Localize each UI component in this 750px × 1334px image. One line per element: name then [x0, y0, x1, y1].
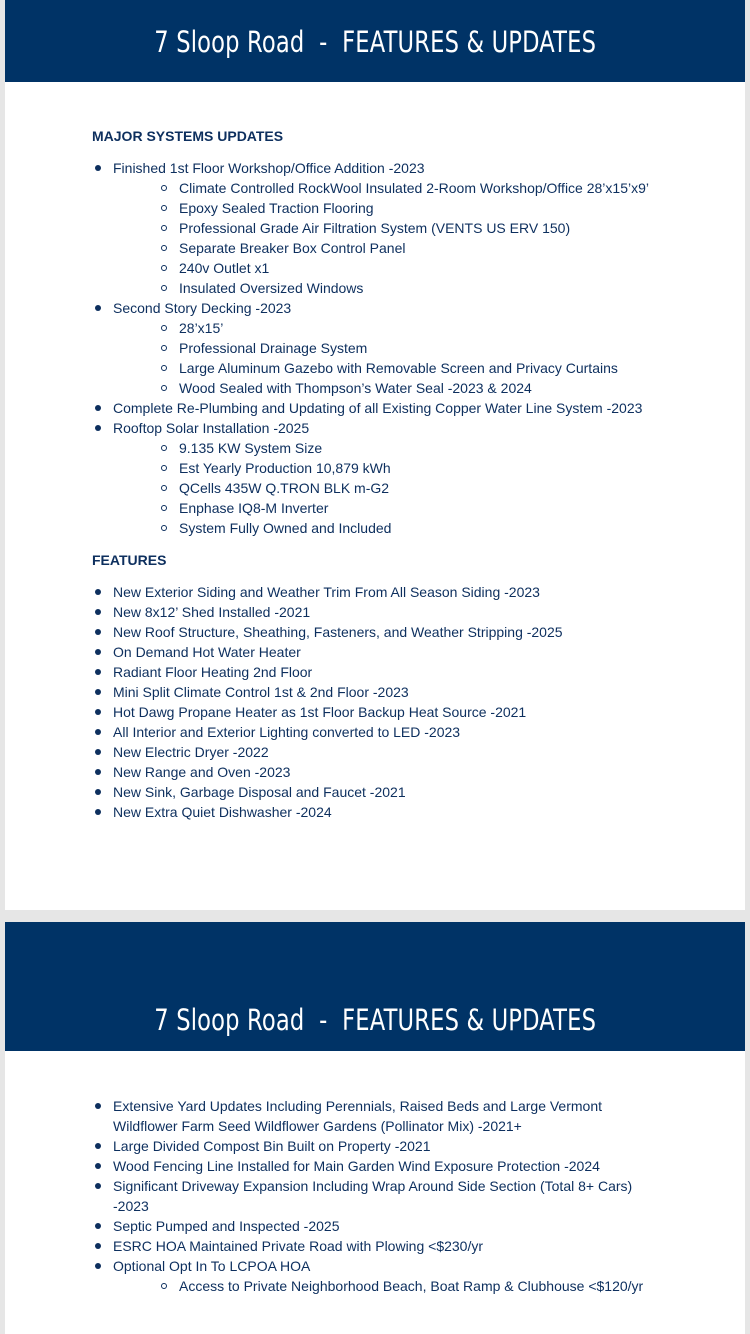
sub-list-item: Large Aluminum Gazebo with Removable Screen and Privacy Curtains — [92, 358, 735, 378]
list-item: Wood Fencing Line Installed for Main Garden Wind Exposure Protection -2024 — [92, 1156, 735, 1176]
list-item: Significant Driveway Expansion Including Wrap Around Side Section (Total 8+ Cars) -2023 — [92, 1176, 735, 1216]
list-item: New Extra Quiet Dishwasher -2024 — [92, 802, 735, 822]
major-systems-list — [92, 158, 735, 538]
sub-list-item: System Fully Owned and Included — [92, 518, 735, 538]
page-header — [5, 0, 745, 82]
sub-list-item: Wood Sealed with Thompson’s Water Seal -2023 & 2024 — [92, 378, 735, 398]
list-item: New Roof Structure, Sheathing, Fasteners, and Weather Stripping -2025 — [92, 622, 735, 642]
list-item: All Interior and Exterior Lighting converted to LED -2023 — [92, 722, 735, 742]
page-content — [92, 1096, 735, 1296]
sub-list-item: Enphase IQ8-M Inverter — [92, 498, 735, 518]
sub-list-item: Access to Private Neighborhood Beach, Boat Ramp & Clubhouse <$120/yr — [92, 1276, 735, 1296]
list-item: Extensive Yard Updates Including Perennials, Raised Beds and Large Vermont Wildflower Farm Seed Wildflower Gardens (Pollinator Mix) -2021+ — [92, 1096, 735, 1136]
list-item: On Demand Hot Water Heater — [92, 642, 735, 662]
list-item: Septic Pumped and Inspected -2025 — [92, 1216, 735, 1236]
page-header — [5, 922, 745, 1051]
sub-list-item: Climate Controlled RockWool Insulated 2-Room Workshop/Office 28’x15’x9’ — [92, 178, 735, 198]
document-page-1 — [5, 0, 745, 910]
sub-list-item: 28’x15’ — [92, 318, 735, 338]
section-title-features: FEATURES — [92, 552, 167, 568]
features-list — [92, 582, 735, 822]
page-content — [92, 126, 735, 822]
list-item-solar: Rooftop Solar Installation -2025 — [92, 418, 735, 438]
list-item-workshop: Finished 1st Floor Workshop/Office Addition -2023 — [92, 158, 735, 178]
page-title: 7 Sloop Road - FEATURES & UPDATES — [154, 25, 596, 59]
list-item: Large Divided Compost Bin Built on Property -2021 — [92, 1136, 735, 1156]
sub-list-item: Est Yearly Production 10,879 kWh — [92, 458, 735, 478]
sub-list-item: QCells 435W Q.TRON BLK m-G2 — [92, 478, 735, 498]
sub-list-item: 240v Outlet x1 — [92, 258, 735, 278]
list-item: New Electric Dryer -2022 — [92, 742, 735, 762]
sub-list-item: 9.135 KW System Size — [92, 438, 735, 458]
list-item: New 8x12’ Shed Installed -2021 — [92, 602, 735, 622]
list-item: New Exterior Siding and Weather Trim From All Season Siding -2023 — [92, 582, 735, 602]
list-item-hoa: Optional Opt In To LCPOA HOA — [92, 1256, 735, 1276]
list-item-decking: Second Story Decking -2023 — [92, 298, 735, 318]
sub-list-item: Separate Breaker Box Control Panel — [92, 238, 735, 258]
list-item: ESRC HOA Maintained Private Road with Plowing <$230/yr — [92, 1236, 735, 1256]
list-item: New Sink, Garbage Disposal and Faucet -2021 — [92, 782, 735, 802]
list-item: Mini Split Climate Control 1st & 2nd Floor -2023 — [92, 682, 735, 702]
section-title-major-systems: MAJOR SYSTEMS UPDATES — [92, 128, 284, 144]
list-item-plumbing: Complete Re-Plumbing and Updating of all Existing Copper Water Line System -2023 — [92, 398, 735, 418]
document-page-2 — [5, 922, 745, 1334]
list-item: New Range and Oven -2023 — [92, 762, 735, 782]
additional-features-list — [92, 1096, 735, 1296]
list-item: Radiant Floor Heating 2nd Floor — [92, 662, 735, 682]
sub-list-item: Insulated Oversized Windows — [92, 278, 735, 298]
sub-list-item: Professional Grade Air Filtration System (VENTS US ERV 150) — [92, 218, 735, 238]
list-item: Hot Dawg Propane Heater as 1st Floor Backup Heat Source -2021 — [92, 702, 735, 722]
sub-list-item: Professional Drainage System — [92, 338, 735, 358]
page-title: 7 Sloop Road - FEATURES & UPDATES — [154, 1002, 596, 1037]
sub-list-item: Epoxy Sealed Traction Flooring — [92, 198, 735, 218]
